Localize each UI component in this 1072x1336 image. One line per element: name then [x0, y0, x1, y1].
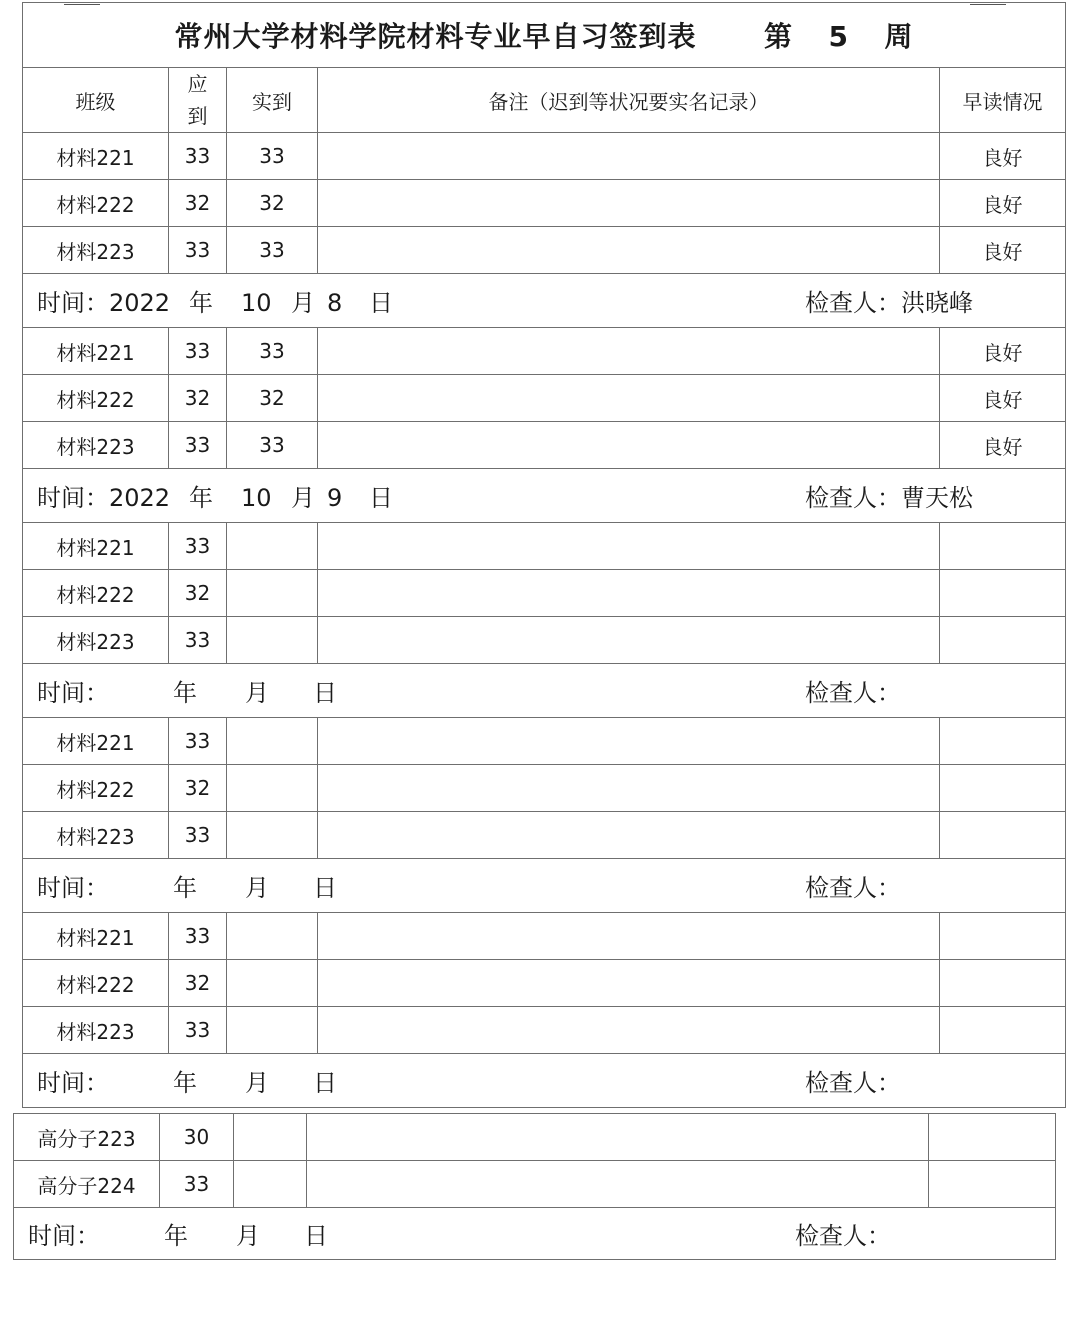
year-label: 年: [189, 289, 213, 317]
checker-name: 洪晓峰: [901, 289, 974, 317]
time-label: 时间：: [37, 484, 109, 512]
cell-reading: [940, 718, 1066, 765]
extra-table: [13, 1113, 1056, 1260]
cell-class: 材料223: [23, 1007, 169, 1054]
cell-remark: [318, 422, 940, 469]
cell-class: 材料221: [23, 328, 169, 375]
cell-class: 材料223: [23, 812, 169, 859]
cell-class: 材料221: [23, 718, 169, 765]
table-row: [23, 422, 1066, 469]
cell-actual: [227, 718, 318, 765]
cell-remark: [307, 1114, 929, 1161]
cell-reading: 良好: [940, 133, 1066, 180]
checker-label: 检查人：: [805, 874, 902, 902]
cell-remark: [318, 133, 940, 180]
cell-reading: [940, 617, 1066, 664]
cell-expected: 33: [169, 133, 227, 180]
cell-expected: 32: [169, 375, 227, 422]
date-checker-row: [23, 469, 1066, 523]
checker-label: 检查人：: [805, 289, 902, 317]
cell-class: 材料223: [23, 227, 169, 274]
cell-expected: 32: [169, 570, 227, 617]
cell-expected: 33: [169, 617, 227, 664]
header-expected-bottom: 到: [187, 104, 208, 128]
year-label: 年: [173, 874, 197, 902]
cell-reading: 良好: [940, 422, 1066, 469]
cell-remark: [318, 227, 940, 274]
table-row: [23, 812, 1066, 859]
cell-class: 材料222: [23, 180, 169, 227]
cell-class: 材料222: [23, 570, 169, 617]
cell-actual: [227, 812, 318, 859]
table-row: [23, 328, 1066, 375]
year-value: 2022: [109, 484, 171, 512]
main-table-body: [23, 3, 1066, 1108]
title-week-number: 5: [828, 20, 850, 53]
cell-actual: [227, 765, 318, 812]
header-row: [23, 68, 1066, 133]
checker-group: [805, 868, 1051, 903]
month-label: 月: [245, 679, 269, 707]
table-row: [23, 913, 1066, 960]
checker-label: 检查人：: [795, 1222, 891, 1250]
cell-class: 材料222: [23, 765, 169, 812]
extra-table-body: [14, 1114, 1056, 1260]
cell-class: 材料222: [23, 960, 169, 1007]
date-checker-row: [14, 1208, 1056, 1260]
cell-reading: [940, 960, 1066, 1007]
date-checker-row: [23, 274, 1066, 328]
cell-class: 材料221: [23, 523, 169, 570]
month-label: 月: [245, 874, 269, 902]
time-label: 时间：: [37, 679, 109, 707]
cell-actual: 32: [227, 180, 318, 227]
day-label: 日: [369, 289, 393, 317]
cell-remark: [318, 375, 940, 422]
month-label: 月: [291, 289, 315, 317]
cell-expected: 33: [160, 1161, 234, 1208]
date-checker-cell: [14, 1208, 1056, 1260]
cell-reading: [940, 1007, 1066, 1054]
cell-reading: 良好: [940, 375, 1066, 422]
day-value: 8: [327, 289, 343, 317]
checker-group: [805, 283, 1051, 318]
header-reading: 早读情况: [940, 68, 1066, 133]
checker-label: 检查人：: [805, 484, 902, 512]
cell-class: 材料223: [23, 617, 169, 664]
cell-reading: [940, 812, 1066, 859]
sign-in-sheet: [22, 2, 1065, 1110]
cell-reading: 良好: [940, 227, 1066, 274]
day-value: 9: [327, 484, 343, 512]
date-checker-cell: [23, 664, 1066, 718]
cell-actual: [227, 570, 318, 617]
cell-class: 材料223: [23, 422, 169, 469]
day-label: 日: [313, 679, 337, 707]
cell-actual: [227, 960, 318, 1007]
table-row: [23, 133, 1066, 180]
year-value: 2022: [109, 289, 171, 317]
date-checker-cell: [23, 1054, 1066, 1108]
cell-remark: [318, 617, 940, 664]
cell-actual: [227, 913, 318, 960]
cell-expected: 32: [169, 960, 227, 1007]
table-row: [23, 1007, 1066, 1054]
year-label: 年: [173, 679, 197, 707]
table-row: [23, 180, 1066, 227]
cell-actual: [234, 1114, 307, 1161]
table-row: [23, 227, 1066, 274]
header-actual: 实到: [227, 68, 318, 133]
month-label: 月: [291, 484, 315, 512]
cell-actual: [227, 617, 318, 664]
header-expected-top: 应: [187, 72, 208, 96]
time-label: 时间：: [37, 1069, 109, 1097]
cell-remark: [318, 180, 940, 227]
cell-expected: 33: [169, 328, 227, 375]
cell-actual: 32: [227, 375, 318, 422]
checker-group: [805, 478, 1051, 513]
cell-expected: 33: [169, 718, 227, 765]
date-checker-row: [23, 1054, 1066, 1108]
cell-class: 材料222: [23, 375, 169, 422]
cell-class: 高分子224: [14, 1161, 160, 1208]
checker-group: [795, 1216, 1041, 1251]
date-checker-cell: [23, 274, 1066, 328]
cell-actual: 33: [227, 328, 318, 375]
cell-remark: [307, 1161, 929, 1208]
cell-remark: [318, 328, 940, 375]
month-label: 月: [236, 1222, 260, 1250]
header-expected: [169, 68, 227, 133]
cell-reading: 良好: [940, 328, 1066, 375]
month-value: 10: [241, 289, 272, 317]
month-value: 10: [241, 484, 272, 512]
header-remarks: 备注（迟到等状况要实名记录）: [318, 68, 940, 133]
checker-label: 检查人：: [805, 679, 902, 707]
time-label: 时间：: [37, 874, 109, 902]
table-row: [14, 1161, 1056, 1208]
checker-group: [805, 673, 1051, 708]
table-row: [23, 523, 1066, 570]
cell-actual: 33: [227, 227, 318, 274]
cell-remark: [318, 718, 940, 765]
extra-sheet: [13, 1113, 1055, 1260]
cell-reading: [929, 1161, 1056, 1208]
cell-remark: [318, 913, 940, 960]
title-week-prefix: 第: [764, 20, 794, 53]
table-row: [23, 375, 1066, 422]
cell-reading: [940, 765, 1066, 812]
date-checker-cell: [23, 859, 1066, 913]
year-label: 年: [173, 1069, 197, 1097]
checker-group: [805, 1063, 1051, 1098]
sheet-title: [23, 3, 1066, 68]
title-main: 常州大学材料学院材料专业早自习签到表: [174, 20, 697, 53]
cell-actual: [234, 1161, 307, 1208]
day-label: 日: [369, 484, 393, 512]
year-label: 年: [164, 1222, 188, 1250]
day-label: 日: [313, 874, 337, 902]
cell-reading: [929, 1114, 1056, 1161]
cell-expected: 33: [169, 913, 227, 960]
cell-expected: 33: [169, 422, 227, 469]
cell-remark: [318, 765, 940, 812]
cell-reading: 良好: [940, 180, 1066, 227]
date-checker-row: [23, 664, 1066, 718]
table-row: [14, 1114, 1056, 1161]
title-week-suffix: 周: [884, 20, 914, 53]
cell-remark: [318, 812, 940, 859]
cell-class: 材料221: [23, 133, 169, 180]
main-table: [22, 2, 1066, 1108]
year-label: 年: [189, 484, 213, 512]
cell-actual: [227, 523, 318, 570]
date-checker-row: [23, 859, 1066, 913]
table-row: [23, 570, 1066, 617]
cell-expected: 33: [169, 812, 227, 859]
table-row: [23, 617, 1066, 664]
cell-remark: [318, 523, 940, 570]
table-row: [23, 718, 1066, 765]
checker-label: 检查人：: [805, 1069, 902, 1097]
day-label: 日: [313, 1069, 337, 1097]
cell-remark: [318, 1007, 940, 1054]
cell-actual: 33: [227, 133, 318, 180]
cell-reading: [940, 523, 1066, 570]
cell-expected: 33: [169, 227, 227, 274]
cell-expected: 32: [169, 180, 227, 227]
cell-actual: [227, 1007, 318, 1054]
header-class: 班级: [23, 68, 169, 133]
cell-reading: [940, 913, 1066, 960]
cell-reading: [940, 570, 1066, 617]
cell-remark: [318, 960, 940, 1007]
time-label: 时间：: [37, 289, 109, 317]
cell-actual: 33: [227, 422, 318, 469]
cell-class: 材料221: [23, 913, 169, 960]
date-checker-cell: [23, 469, 1066, 523]
checker-name: 曹天松: [901, 484, 974, 512]
time-label: 时间：: [28, 1222, 100, 1250]
cell-expected: 33: [169, 1007, 227, 1054]
day-label: 日: [304, 1222, 328, 1250]
cell-expected: 32: [169, 765, 227, 812]
table-row: [23, 960, 1066, 1007]
month-label: 月: [245, 1069, 269, 1097]
cell-class: 高分子223: [14, 1114, 160, 1161]
table-row: [23, 765, 1066, 812]
cell-remark: [318, 570, 940, 617]
cell-expected: 30: [160, 1114, 234, 1161]
cell-expected: 33: [169, 523, 227, 570]
